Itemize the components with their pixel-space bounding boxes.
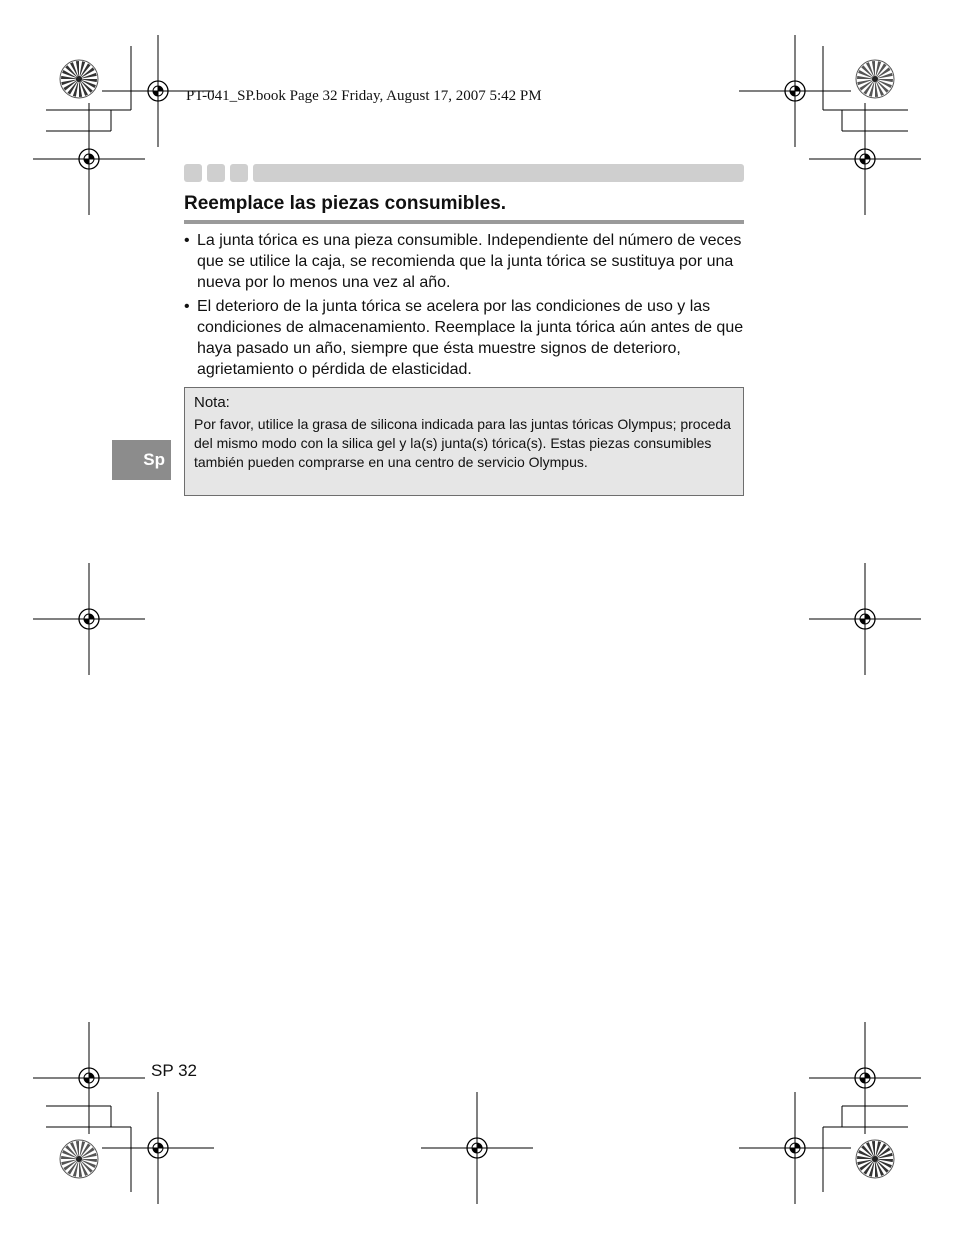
- registration-mark-icon: [33, 563, 145, 675]
- page-number: SP 32: [151, 1061, 198, 1080]
- note-box: [184, 387, 744, 496]
- heading-rule: [184, 220, 744, 224]
- list-item: • El deterioro de la junta tórica se acelera por las condiciones de uso y las condiciones de almacenamiento. Reemplace la junta tórica aún antes de que haya pasado un año, siempre que ésta muestre signos de deterioro, agrietamiento o pérdida de elasticidad.: [184, 296, 744, 380]
- bullet-list: [184, 230, 744, 383]
- registration-mark-icon: [33, 1022, 145, 1134]
- title-bar-square: [207, 164, 225, 182]
- title-bar-square: [230, 164, 248, 182]
- title-bar-strip: [253, 164, 744, 182]
- book-header: PT-041_SP.book Page 32 Friday, August 17, 2007 5:42 PM: [186, 88, 542, 104]
- registration-mark-icon: [739, 1092, 851, 1204]
- color-target-icon: [856, 1140, 894, 1178]
- registration-mark-icon: [102, 1092, 214, 1204]
- list-item: • La junta tórica es una pieza consumible. Independiente del número de veces que se utilice la caja, se recomienda que la junta tórica se sustituya por una nueva por lo menos una vez al año.: [184, 230, 744, 293]
- registration-mark-icon: [33, 103, 145, 215]
- note-title: Nota:: [194, 394, 230, 411]
- registration-mark-icon: [809, 563, 921, 675]
- section-title-bar: [184, 164, 744, 182]
- language-tab: Sp: [112, 440, 171, 480]
- registration-mark-icon: [739, 35, 851, 147]
- title-bar-square: [184, 164, 202, 182]
- color-target-icon: [856, 60, 894, 98]
- section-heading: Reemplace las piezas consumibles.: [184, 193, 507, 214]
- registration-mark-icon: [809, 1022, 921, 1134]
- color-target-icon: [60, 1140, 98, 1178]
- color-target-icon: [60, 60, 98, 98]
- crop-marks: [46, 46, 908, 1192]
- note-text: Por favor, utilice la grasa de silicona indicada para las juntas tóricas Olympus; proceda del mismo modo con la silica gel y la(s) junta(s) tórica(s). Estas piezas consumibles también pueden comprarse en una centro de servicio Olympus.: [194, 416, 731, 470]
- registration-mark-icon: [809, 103, 921, 215]
- registration-mark-icon: [421, 1092, 533, 1204]
